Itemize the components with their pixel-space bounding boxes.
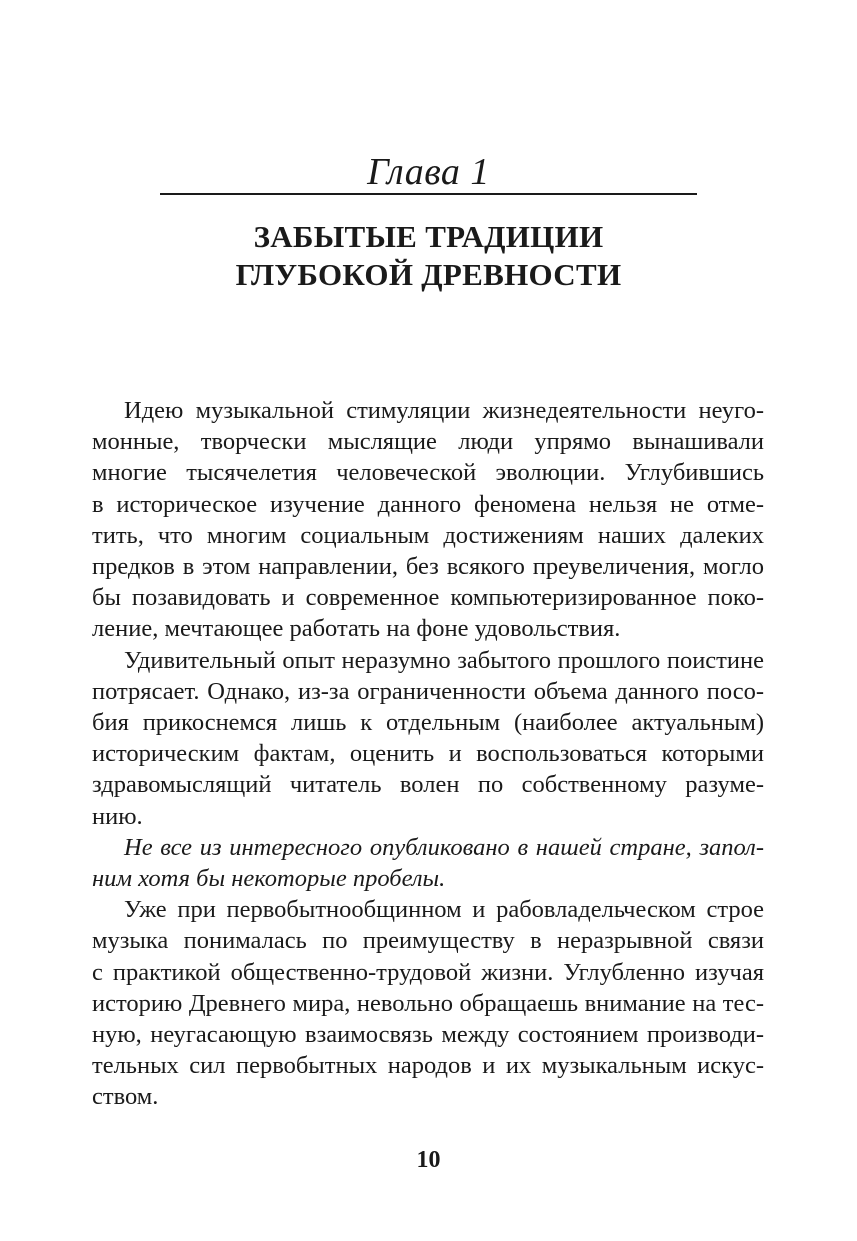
- text-line: Уже при первобытнообщинном и рабовладельческом строе: [124, 896, 764, 924]
- body-text: [92, 395, 764, 1113]
- text-line: бия прикоснемся лишь к отдельным (наиболее актуальным): [92, 709, 764, 737]
- text-line: в историческое изучение данного феномена нельзя не отме-: [92, 490, 764, 518]
- text-line: Не все из интересного опубликовано в нашей стране, запол-: [124, 833, 764, 861]
- text-line: бы позавидовать и современное компьютеризированное поко-: [92, 584, 764, 612]
- text-line: с практикой общественно-трудовой жизни. Углубленно изучая: [92, 958, 764, 986]
- text-line: нию.: [92, 802, 143, 830]
- italic-paragraph: [92, 832, 764, 894]
- text-line: ление, мечтающее работать на фоне удовольствия.: [92, 615, 621, 643]
- paragraph: [92, 395, 764, 645]
- text-line: многие тысячелетия человеческой эволюции. Углубившись: [92, 459, 764, 487]
- text-line: историческим фактам, оценить и воспользоваться которыми: [92, 740, 764, 768]
- page-number: 10: [416, 1147, 441, 1173]
- text-line: здравомыслящий читатель волен по собственному разуме-: [92, 771, 764, 799]
- text-line: ством.: [92, 1083, 159, 1111]
- text-line: ним хотя бы некоторые пробелы.: [92, 865, 446, 893]
- text-line: ную, неугасающую взаимосвязь между состоянием производи-: [92, 1021, 764, 1049]
- text-line: потрясает. Однако, из-за ограниченности объема данного посо-: [92, 677, 764, 705]
- text-line: предков в этом направлении, без всякого преувеличения, могло: [92, 553, 764, 581]
- text-line: тельных сил первобытных народов и их музыкальным искус-: [92, 1052, 764, 1080]
- chapter-title-line-1: ЗАБЫТЫЕ ТРАДИЦИИ: [253, 219, 604, 254]
- chapter-title: [100, 218, 757, 294]
- text-line: историю Древнего мира, невольно обращаешь внимание на тес-: [92, 989, 764, 1017]
- text-line: Удивительный опыт неразумно забытого прошлого поистине: [124, 646, 764, 674]
- text-line: монные, творчески мыслящие люди упрямо вынашивали: [92, 428, 764, 456]
- chapter-label: Глава 1: [367, 151, 490, 193]
- paragraph: [92, 894, 764, 1112]
- chapter-title-line-2: ГЛУБОКОЙ ДРЕВНОСТИ: [235, 257, 622, 292]
- chapter-divider: [160, 193, 697, 195]
- text-line: Идею музыкальной стимуляции жизнедеятельности неуго-: [124, 397, 764, 424]
- text-line: музыка понималась по преимуществу в неразрывной связи: [92, 927, 764, 955]
- paragraph: [92, 645, 764, 832]
- text-line: тить, что многим социальным достижениям наших далеких: [92, 521, 764, 549]
